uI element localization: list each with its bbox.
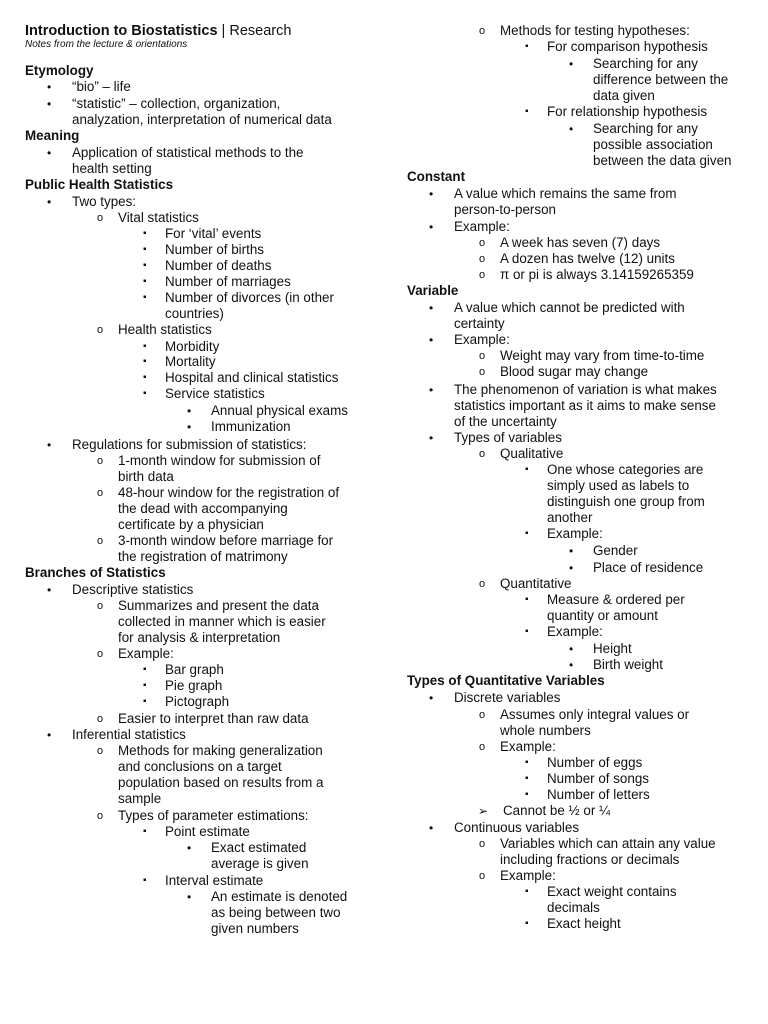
list-item-continuation: and conclusions on a target: [118, 759, 282, 774]
list-item: A week has seven (7) days: [500, 235, 661, 250]
list-item: Assumes only integral values or: [500, 707, 690, 722]
list-item: “statistic” – collection, organization,: [72, 96, 281, 111]
bullet-icon: •: [569, 658, 574, 672]
arrow-bullet-icon: ➢: [478, 804, 489, 818]
bullet-icon: •: [429, 187, 434, 201]
list-item-continuation: population based on results from a: [118, 775, 324, 790]
circle-bullet-icon: o: [479, 269, 486, 281]
list-item: A value which cannot be predicted with: [454, 300, 685, 315]
list-item-continuation: as being between two: [211, 905, 341, 920]
bullet-icon: •: [569, 642, 574, 656]
bullet-icon: •: [47, 195, 52, 209]
list-item: Vital statistics: [118, 210, 199, 225]
circle-bullet-icon: o: [97, 455, 104, 467]
list-item: Types of variables: [454, 430, 562, 445]
section-heading: Etymology: [25, 63, 94, 78]
bullet-icon: •: [429, 301, 434, 315]
list-item-continuation: birth data: [118, 469, 174, 484]
square-bullet-icon: ▪: [525, 528, 529, 539]
bullet-icon: •: [569, 57, 574, 71]
bullet-icon: •: [47, 146, 52, 160]
bullet-icon: •: [569, 544, 574, 558]
bullet-icon: •: [187, 890, 192, 904]
list-item-continuation: certainty: [454, 316, 505, 331]
list-item: Continuous variables: [454, 820, 580, 835]
bullet-icon: •: [429, 431, 434, 445]
square-bullet-icon: ▪: [143, 244, 147, 255]
list-item-continuation: another: [547, 510, 593, 525]
list-item-continuation: certificate by a physician: [118, 517, 264, 532]
list-item-continuation: analyzation, interpretation of numerical data: [72, 112, 332, 127]
list-item: Number of divorces (in other: [165, 290, 334, 305]
list-item: Birth weight: [593, 657, 663, 672]
list-item: Searching for any: [593, 121, 698, 136]
bullet-icon: •: [47, 728, 52, 742]
bullet-icon: •: [187, 404, 192, 418]
circle-bullet-icon: o: [97, 745, 104, 757]
circle-bullet-icon: o: [479, 366, 486, 378]
square-bullet-icon: ▪: [143, 276, 147, 287]
square-bullet-icon: ▪: [143, 356, 147, 367]
bullet-icon: •: [569, 122, 574, 136]
list-item: Mortality: [165, 354, 216, 369]
page-title: [25, 23, 291, 39]
circle-bullet-icon: o: [479, 741, 486, 753]
list-item-continuation: the registration of matrimony: [118, 549, 288, 564]
square-bullet-icon: ▪: [525, 626, 529, 637]
list-item: Immunization: [211, 419, 291, 434]
square-bullet-icon: ▪: [525, 106, 529, 117]
list-item: 48-hour window for the registration of: [118, 485, 340, 500]
square-bullet-icon: ▪: [143, 388, 147, 399]
list-item: For ‘vital’ events: [165, 226, 262, 241]
list-item: Example:: [454, 219, 510, 234]
bullet-icon: •: [429, 220, 434, 234]
list-item-continuation: of the uncertainty: [454, 414, 557, 429]
list-item-continuation: for analysis & interpretation: [118, 630, 281, 645]
list-item: Weight may vary from time-to-time: [500, 348, 705, 363]
circle-bullet-icon: o: [97, 713, 104, 725]
list-item: Number of births: [165, 242, 264, 257]
list-item-continuation: whole numbers: [500, 723, 591, 738]
list-item: Point estimate: [165, 824, 250, 839]
bullet-icon: •: [47, 80, 52, 94]
list-item: Two types:: [72, 194, 137, 209]
list-item: Number of songs: [547, 771, 649, 786]
list-item: π or pi is always 3.14159265359: [500, 267, 694, 282]
bullet-icon: •: [569, 561, 574, 575]
bullet-icon: •: [429, 333, 434, 347]
circle-bullet-icon: o: [97, 810, 104, 822]
bullet-icon: •: [47, 583, 52, 597]
list-item-continuation: collected in manner which is easier: [118, 614, 326, 629]
square-bullet-icon: ▪: [525, 464, 529, 475]
list-item: Gender: [593, 543, 638, 558]
square-bullet-icon: ▪: [143, 664, 147, 675]
list-item-continuation: data given: [593, 88, 655, 103]
circle-bullet-icon: o: [97, 648, 104, 660]
list-item: Inferential statistics: [72, 727, 186, 742]
list-item: Quantitative: [500, 576, 572, 591]
list-item: Height: [593, 641, 632, 656]
circle-bullet-icon: o: [479, 253, 486, 265]
list-item-continuation: average is given: [211, 856, 309, 871]
list-item: Example:: [547, 526, 603, 541]
list-item: Place of residence: [593, 560, 704, 575]
list-item: Bar graph: [165, 662, 224, 677]
list-item: Interval estimate: [165, 873, 264, 888]
list-item: Variables which can attain any value: [500, 836, 716, 851]
section-heading: Meaning: [25, 128, 80, 143]
section-heading: Constant: [407, 169, 466, 184]
list-item: Number of deaths: [165, 258, 272, 273]
section-heading: Branches of Statistics: [25, 565, 166, 580]
circle-bullet-icon: o: [479, 578, 486, 590]
square-bullet-icon: ▪: [143, 292, 147, 303]
list-item-continuation: including fractions or decimals: [500, 852, 680, 867]
list-item-continuation: sample: [118, 791, 162, 806]
square-bullet-icon: ▪: [525, 773, 529, 784]
list-item-continuation: simply used as labels to: [547, 478, 690, 493]
list-item: Morbidity: [165, 339, 220, 354]
circle-bullet-icon: o: [97, 324, 104, 336]
list-item-continuation: health setting: [72, 161, 152, 176]
square-bullet-icon: ▪: [143, 372, 147, 383]
list-item: One whose categories are: [547, 462, 704, 477]
circle-bullet-icon: o: [97, 487, 104, 499]
list-item: 1-month window for submission of: [118, 453, 321, 468]
square-bullet-icon: ▪: [525, 918, 529, 929]
list-item: For relationship hypothesis: [547, 104, 708, 119]
circle-bullet-icon: o: [97, 600, 104, 612]
square-bullet-icon: ▪: [525, 757, 529, 768]
list-item-continuation: quantity or amount: [547, 608, 658, 623]
list-item: Descriptive statistics: [72, 582, 194, 597]
list-item-continuation: given numbers: [211, 921, 299, 936]
list-item: Blood sugar may change: [500, 364, 649, 379]
bullet-icon: •: [429, 821, 434, 835]
circle-bullet-icon: o: [479, 838, 486, 850]
list-item-continuation: decimals: [547, 900, 600, 915]
list-item: Example:: [500, 868, 556, 883]
list-item-continuation: person-to-person: [454, 202, 556, 217]
list-item-continuation: the dead with accompanying: [118, 501, 288, 516]
list-item: 3-month window before marriage for: [118, 533, 334, 548]
circle-bullet-icon: o: [479, 350, 486, 362]
list-item: Pictograph: [165, 694, 230, 709]
square-bullet-icon: ▪: [143, 260, 147, 271]
list-item: Qualitative: [500, 446, 564, 461]
square-bullet-icon: ▪: [143, 228, 147, 239]
square-bullet-icon: ▪: [143, 696, 147, 707]
square-bullet-icon: ▪: [143, 341, 147, 352]
list-item: Example:: [118, 646, 174, 661]
list-item: “bio” – life: [72, 79, 131, 94]
bullet-icon: •: [47, 438, 52, 452]
section-heading: Public Health Statistics: [25, 177, 174, 192]
circle-bullet-icon: o: [479, 25, 486, 37]
page-title-section: | Research: [217, 23, 292, 39]
square-bullet-icon: ▪: [525, 594, 529, 605]
list-item: Service statistics: [165, 386, 265, 401]
circle-bullet-icon: o: [479, 448, 486, 460]
circle-bullet-icon: o: [97, 535, 104, 547]
circle-bullet-icon: o: [97, 212, 104, 224]
list-item-continuation: possible association: [593, 137, 713, 152]
list-item: Methods for testing hypotheses:: [500, 23, 690, 38]
list-item: Number of letters: [547, 787, 650, 802]
list-item: Methods for making generalization: [118, 743, 323, 758]
list-item: Application of statistical methods to the: [72, 145, 304, 160]
list-item: Example:: [454, 332, 510, 347]
list-item: Pie graph: [165, 678, 223, 693]
square-bullet-icon: ▪: [143, 680, 147, 691]
list-item: Example:: [547, 624, 603, 639]
list-item: Annual physical exams: [211, 403, 348, 418]
list-item: Example:: [500, 739, 556, 754]
bullet-icon: •: [429, 383, 434, 397]
list-item-continuation: difference between the: [593, 72, 729, 87]
circle-bullet-icon: o: [479, 870, 486, 882]
list-item: The phenomenon of variation is what makes: [454, 382, 717, 397]
list-item-continuation: distinguish one group from: [547, 494, 705, 509]
list-item-continuation: between the data given: [593, 153, 732, 168]
list-item: Exact weight contains: [547, 884, 677, 899]
section-heading: Types of Quantitative Variables: [407, 673, 605, 688]
list-item: An estimate is denoted: [211, 889, 348, 904]
bullet-icon: •: [187, 841, 192, 855]
square-bullet-icon: ▪: [143, 875, 147, 886]
list-item: A value which remains the same from: [454, 186, 677, 201]
square-bullet-icon: ▪: [525, 41, 529, 52]
list-item: A dozen has twelve (12) units: [500, 251, 675, 266]
list-item: Exact height: [547, 916, 621, 931]
list-item: Regulations for submission of statistics:: [72, 437, 307, 452]
bullet-icon: •: [429, 691, 434, 705]
circle-bullet-icon: o: [479, 709, 486, 721]
circle-bullet-icon: o: [479, 237, 486, 249]
square-bullet-icon: ▪: [525, 789, 529, 800]
list-item: Cannot be ½ or ¼: [503, 803, 611, 818]
list-item: Searching for any: [593, 56, 698, 71]
list-item: Number of marriages: [165, 274, 291, 289]
bullet-icon: •: [47, 97, 52, 111]
list-item-continuation: countries): [165, 306, 224, 321]
list-item: Hospital and clinical statistics: [165, 370, 339, 385]
list-item: Exact estimated: [211, 840, 307, 855]
page-title-main: Introduction to Biostatistics: [25, 23, 218, 39]
list-item: Health statistics: [118, 322, 212, 337]
square-bullet-icon: ▪: [143, 826, 147, 837]
page-subtitle: Notes from the lecture & orientations: [25, 39, 188, 50]
list-item-continuation: statistics important as it aims to make sense: [454, 398, 716, 413]
list-item: Measure & ordered per: [547, 592, 685, 607]
list-item: Number of eggs: [547, 755, 643, 770]
list-item: For comparison hypothesis: [547, 39, 708, 54]
square-bullet-icon: ▪: [525, 886, 529, 897]
list-item: Easier to interpret than raw data: [118, 711, 309, 726]
list-item: Summarizes and present the data: [118, 598, 319, 613]
list-item: Types of parameter estimations:: [118, 808, 309, 823]
bullet-icon: •: [187, 420, 192, 434]
list-item: Discrete variables: [454, 690, 561, 705]
section-heading: Variable: [407, 283, 459, 298]
